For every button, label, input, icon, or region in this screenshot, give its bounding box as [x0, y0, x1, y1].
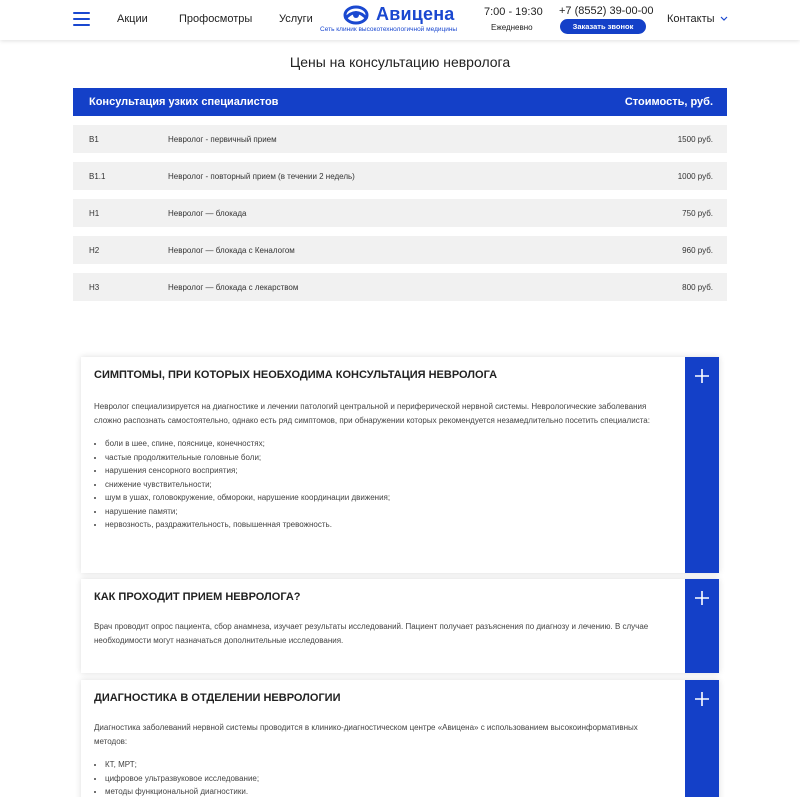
accordion-item-appointment — [81, 579, 719, 673]
nav-link-checkups[interactable]: Профосмотры — [179, 13, 253, 25]
list-item: • снижение чувствительности; — [105, 478, 664, 492]
table-row — [73, 236, 727, 264]
page-title: Цены на консультацию невролога — [289, 54, 511, 70]
service-code: H1 — [89, 209, 100, 218]
logo-tagline: Сеть клиник высокотехнологичной медицины — [320, 26, 458, 33]
accordion-item-symptoms — [81, 357, 719, 573]
column-header-service: Консультация узких специалистов — [89, 96, 279, 108]
service-name: Невролог - первичный прием — [168, 135, 277, 144]
accordion-text: Диагностика заболеваний нервной системы проводится в клинико-диагностическом центре «Авицена» с использованием высокоинформативных методов: — [94, 723, 638, 746]
table-row — [73, 199, 727, 227]
nav-link-promotions[interactable]: Акции — [117, 13, 148, 25]
list-item: • методы функциональной диагностики. — [105, 785, 664, 797]
service-code: H2 — [89, 246, 100, 255]
service-name: Невролог - повторный прием (в течении 2 недель) — [168, 172, 355, 181]
service-code: B1.1 — [89, 172, 106, 181]
nav-link-services[interactable]: Услуги — [279, 13, 313, 25]
plus-icon — [694, 368, 710, 384]
working-hours: 7:00 - 19:30 — [484, 6, 543, 18]
table-row — [73, 162, 727, 190]
phone-number[interactable]: +7 (8552) 39-00-00 — [559, 5, 654, 17]
callback-button[interactable]: Заказать звонок — [560, 19, 646, 34]
plus-icon — [694, 590, 710, 606]
symptom-list — [94, 437, 664, 532]
table-row — [73, 125, 727, 153]
contacts-dropdown[interactable] — [667, 13, 715, 25]
logo-mark-icon — [340, 4, 372, 26]
accordion-title[interactable]: КАК ПРОХОДИТ ПРИЕМ НЕВРОЛОГА? — [94, 591, 301, 603]
accordion-title[interactable]: СИМПТОМЫ, ПРИ КОТОРЫХ НЕОБХОДИМА КОНСУЛЬТАЦИЯ НЕВРОЛОГА — [94, 369, 498, 381]
list-item: • цифровое ультразвуковое исследование; — [105, 772, 664, 786]
accordion-content — [94, 400, 664, 532]
service-code: H3 — [89, 283, 100, 292]
method-list — [94, 758, 664, 797]
table-header — [73, 88, 727, 116]
service-price: 1500 руб. — [677, 135, 713, 144]
list-item: • нарушение памяти; — [105, 505, 664, 519]
service-price: 1000 руб. — [677, 172, 713, 181]
column-header-price: Стоимость, руб. — [624, 96, 713, 108]
accordion-content — [94, 721, 664, 797]
price-table — [73, 88, 727, 301]
list-item: • КТ, МРТ; — [105, 758, 664, 772]
accordion-text: Врач проводит опрос пациента, сбор анамнеза, изучает результаты исследований. Пациент получает разъяснения по диагнозу и лечению. В случае необходимости могут назначаться дополнительные исследования. — [94, 622, 649, 645]
list-item: • частые продолжительные головные боли; — [105, 451, 664, 465]
list-item: • нарушения сенсорного восприятия; — [105, 464, 664, 478]
logo-name: Авицена — [376, 4, 455, 24]
service-name: Невролог — блокада с лекарством — [168, 283, 299, 292]
accordion-toggle-button[interactable] — [685, 357, 719, 573]
service-price: 750 руб. — [682, 209, 713, 218]
logo[interactable] — [320, 4, 480, 36]
accordion-content — [94, 620, 664, 647]
service-price: 800 руб. — [682, 283, 713, 292]
table-row — [73, 273, 727, 301]
chevron-down-icon — [720, 16, 728, 22]
list-item: • нервозность, раздражительность, повышенная тревожность. — [105, 518, 664, 532]
service-name: Невролог — блокада — [168, 209, 247, 218]
accordion-item-diagnostics — [81, 680, 719, 797]
list-item: • шум в ушах, головокружение, обмороки, нарушение координации движения; — [105, 491, 664, 505]
list-item: • боли в шее, спине, пояснице, конечностях; — [105, 437, 664, 451]
accordion-text: Невролог специализируется на диагностике и лечении патологий центральной и периферической нервной системы. Неврологические заболевания сложно распознать самостоятельно, однако есть ряд симптомов, при обнаружении которых рекомендуется незамедлительно посетить специалиста: — [94, 402, 650, 425]
service-name: Невролог — блокада с Кеналогом — [168, 246, 295, 255]
contacts-label: Контакты — [667, 13, 715, 25]
accordion-toggle-button[interactable] — [685, 680, 719, 797]
working-days: Ежедневно — [491, 23, 533, 32]
accordion-title[interactable]: ДИАГНОСТИКА В ОТДЕЛЕНИИ НЕВРОЛОГИИ — [94, 692, 341, 704]
service-code: B1 — [89, 135, 99, 144]
plus-icon — [694, 691, 710, 707]
accordion-toggle-button[interactable] — [685, 579, 719, 673]
menu-icon[interactable] — [73, 12, 90, 26]
service-price: 960 руб. — [682, 246, 713, 255]
site-header — [0, 0, 800, 40]
